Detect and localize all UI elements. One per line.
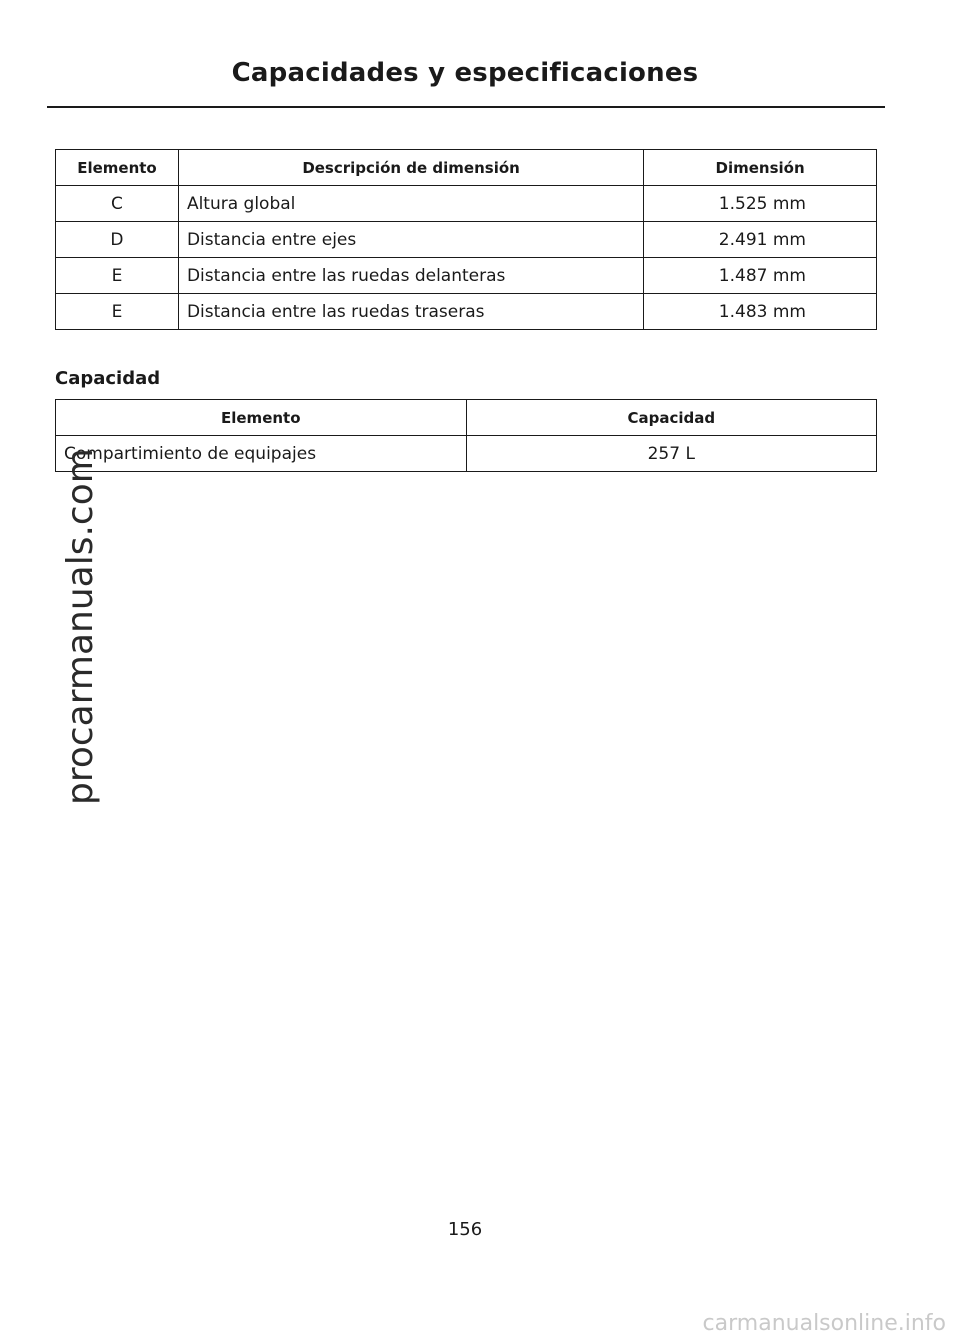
cell-dimension: 1.483 mm (644, 294, 877, 330)
cell-element: E (56, 258, 179, 294)
bottom-watermark: carmanualsonline.info (702, 1311, 946, 1336)
title-divider (47, 106, 885, 108)
page-number: 156 (447, 1219, 483, 1240)
section-heading-capacity: Capacidad (55, 368, 161, 389)
column-header-dimension: Dimensión (644, 150, 877, 186)
cell-dimension: 1.525 mm (644, 186, 877, 222)
cell-capacity: 257 L (466, 436, 876, 472)
column-header-description: Descripción de dimensión (178, 150, 643, 186)
capacity-table (55, 399, 877, 472)
cell-description: Altura global (178, 186, 643, 222)
cell-element: D (56, 222, 179, 258)
cell-dimension: 2.491 mm (644, 222, 877, 258)
cell-description: Distancia entre ejes (178, 222, 643, 258)
cell-element: C (56, 186, 179, 222)
table-row (56, 258, 877, 294)
cell-description: Distancia entre las ruedas traseras (178, 294, 643, 330)
table-row (56, 186, 877, 222)
table-row (56, 436, 877, 472)
column-header-element: Elemento (56, 400, 467, 436)
cell-description: Distancia entre las ruedas delanteras (178, 258, 643, 294)
dimensions-table (55, 149, 877, 330)
table-row (56, 222, 877, 258)
page-title: Capacidades y especificaciones (231, 58, 699, 88)
table-row (56, 294, 877, 330)
side-watermark: procarmanuals.com (60, 448, 101, 805)
column-header-capacity: Capacidad (466, 400, 876, 436)
column-header-element: Elemento (56, 150, 179, 186)
cell-dimension: 1.487 mm (644, 258, 877, 294)
cell-item: Compartimiento de equipajes (56, 436, 467, 472)
table-header-row (56, 400, 877, 436)
cell-element: E (56, 294, 179, 330)
table-header-row (56, 150, 877, 186)
